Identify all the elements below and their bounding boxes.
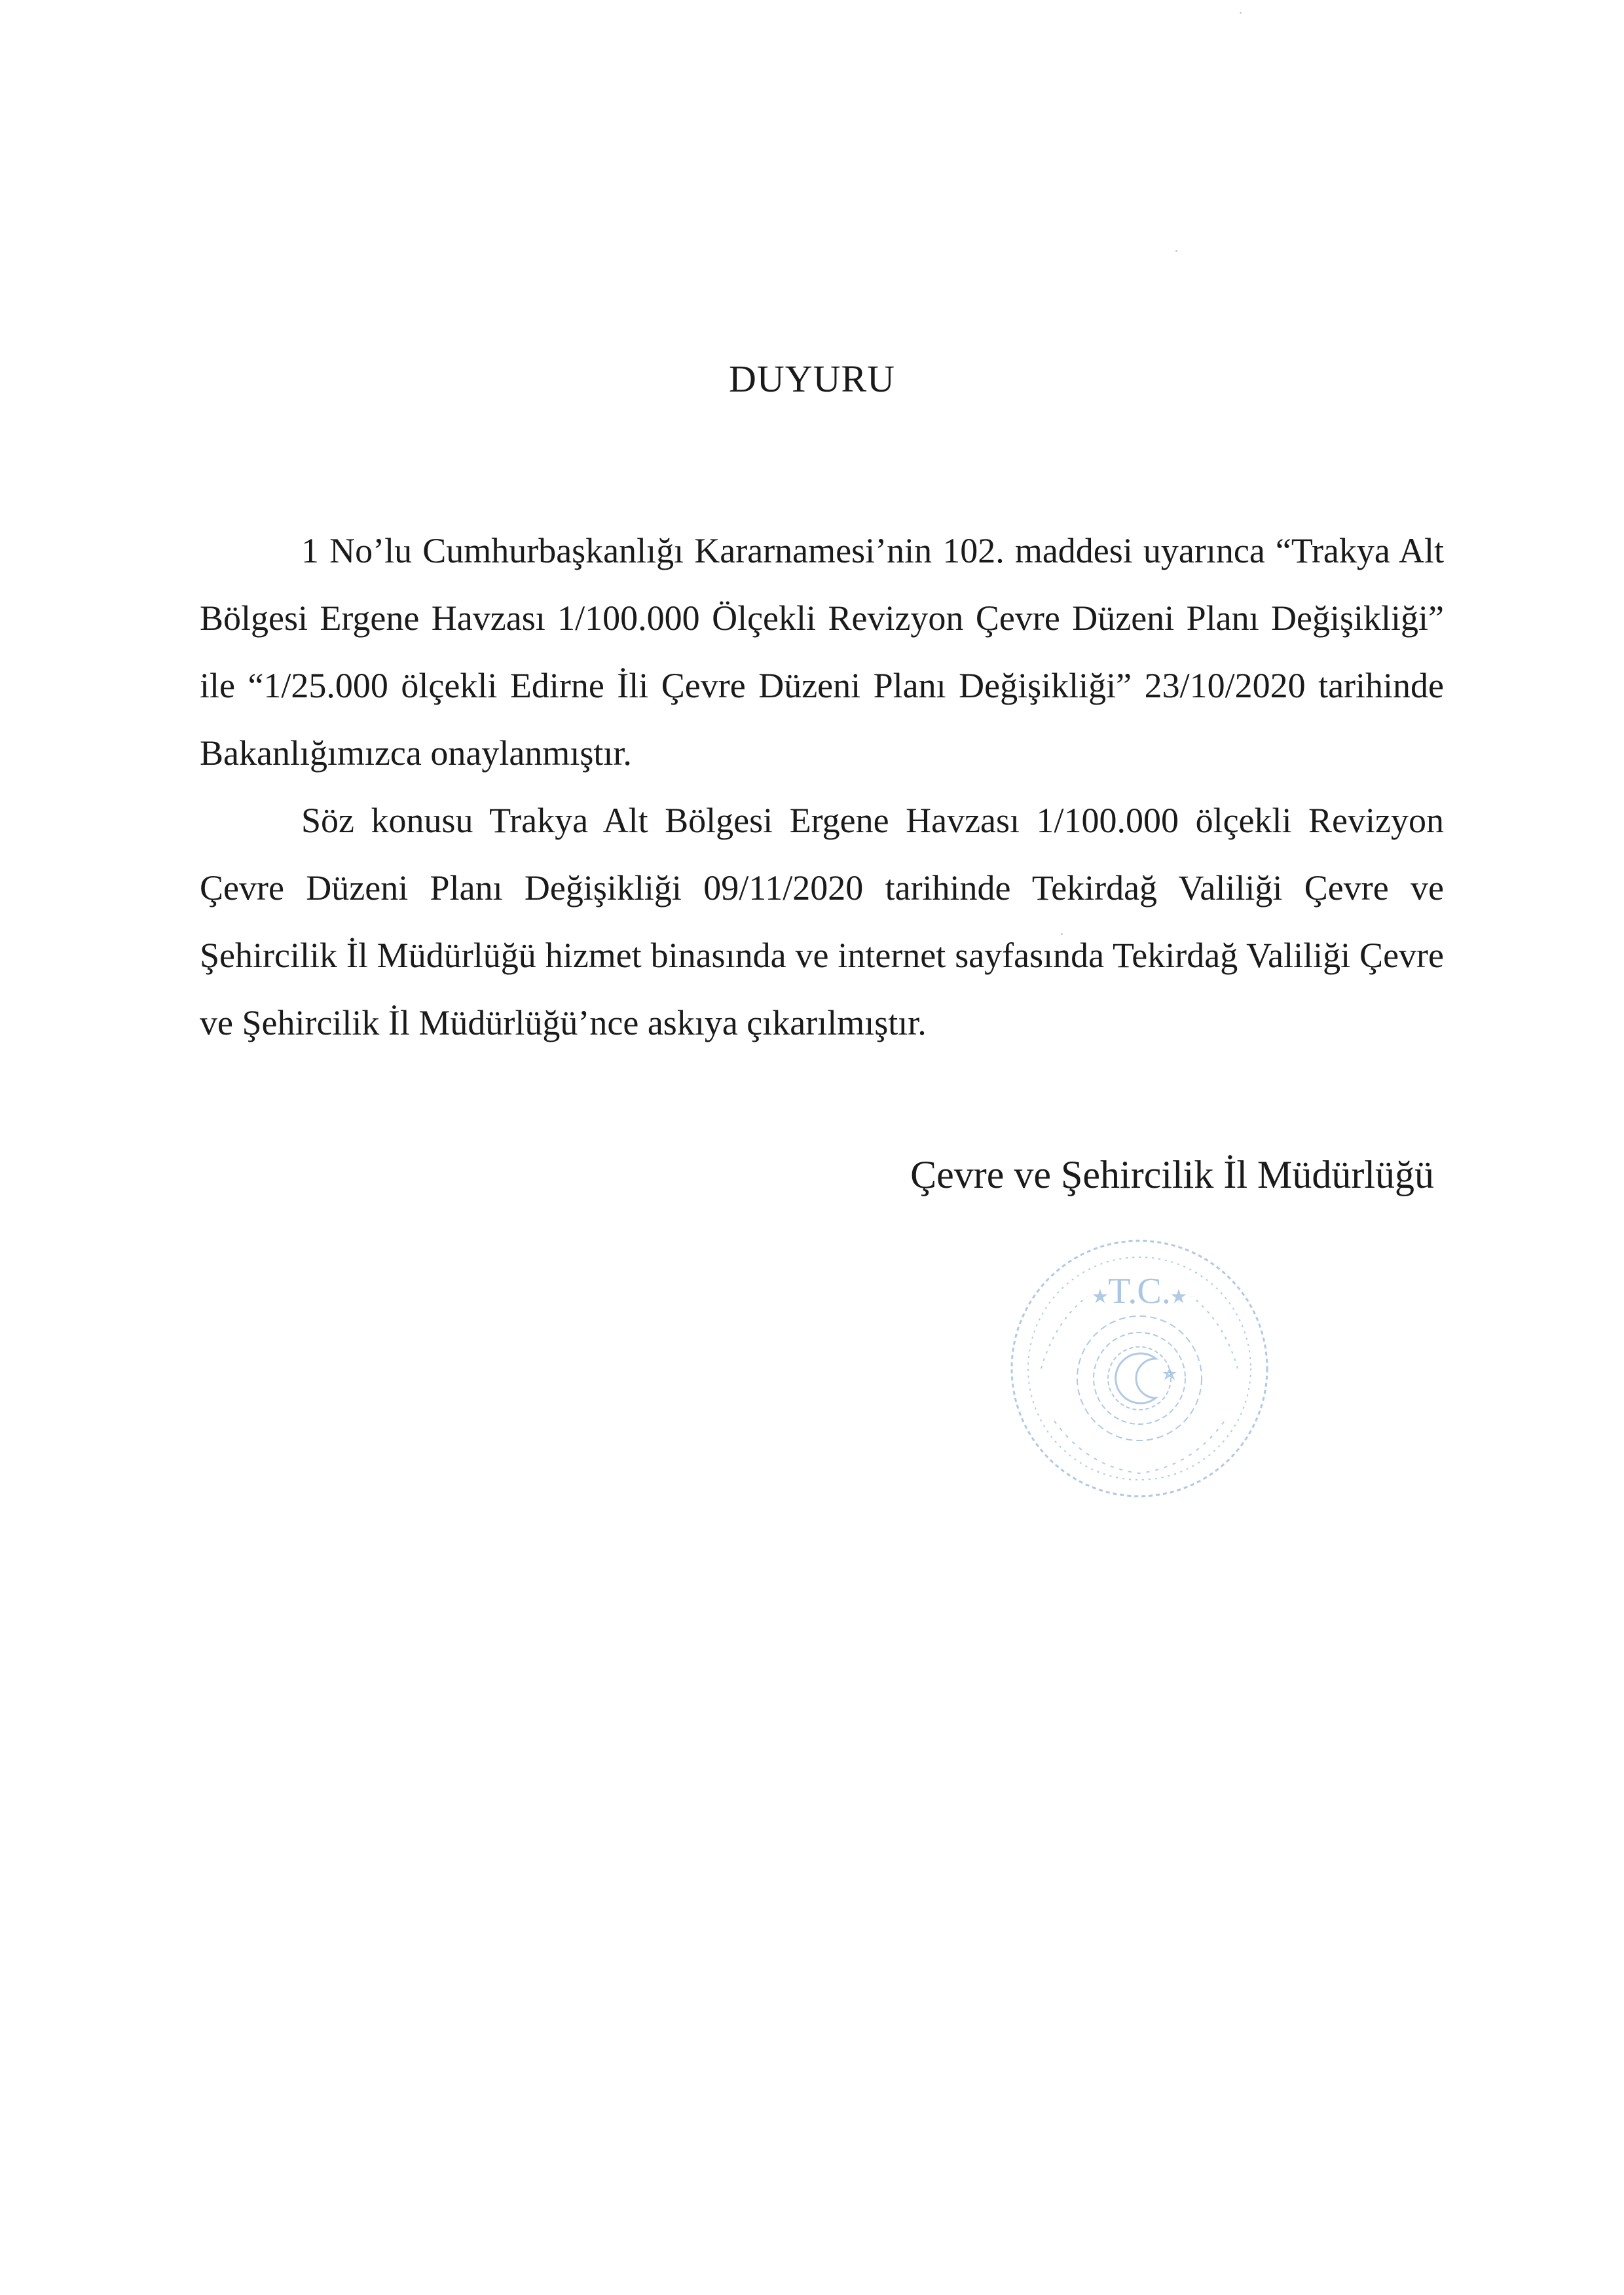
svg-text:★: ★: [1091, 1285, 1109, 1308]
seal-text: T.C.: [1108, 1271, 1171, 1312]
scan-speck: [1061, 933, 1063, 935]
scan-speck: [1240, 12, 1242, 14]
official-seal-stamp: [1002, 1231, 1277, 1506]
paragraph-1: 1 No’lu Cumhurbaşkanlığı Kararnamesi’nin 102. maddesi uyarınca “Trakya Alt Bölgesi Ergene Havzası 1/100.000 Ölçekli Revizyon Çevre Düzeni Planı Değişikliği” ile “1/25.000 ölçekli Edirne İli Çevre Düzeni Planı Değişikliği” 23/10/2020 tarihinde Bakanlığımızca onaylanmıştır.: [200, 531, 1444, 773]
scan-speck: [1175, 250, 1177, 252]
document-title: DUYURU: [728, 358, 896, 400]
signature-line: Çevre ve Şehircilik İl Müdürlüğü: [910, 1153, 1434, 1196]
paragraph-2: Söz konusu Trakya Alt Bölgesi Ergene Havzası 1/100.000 ölçekli Revizyon Çevre Düzeni Planı Değişikliği 09/11/2020 tarihinde Tekirdağ Valiliği Çevre ve Şehircilik İl Müdürlüğü hizmet binasında ve internet sayfasında Tekirdağ Valiliği Çevre ve Şehircilik İl Müdürlüğü’nce askıya çıkarılmıştır.: [200, 801, 1444, 1042]
document-body: [200, 517, 1444, 1057]
svg-text:★: ★: [1170, 1285, 1188, 1308]
